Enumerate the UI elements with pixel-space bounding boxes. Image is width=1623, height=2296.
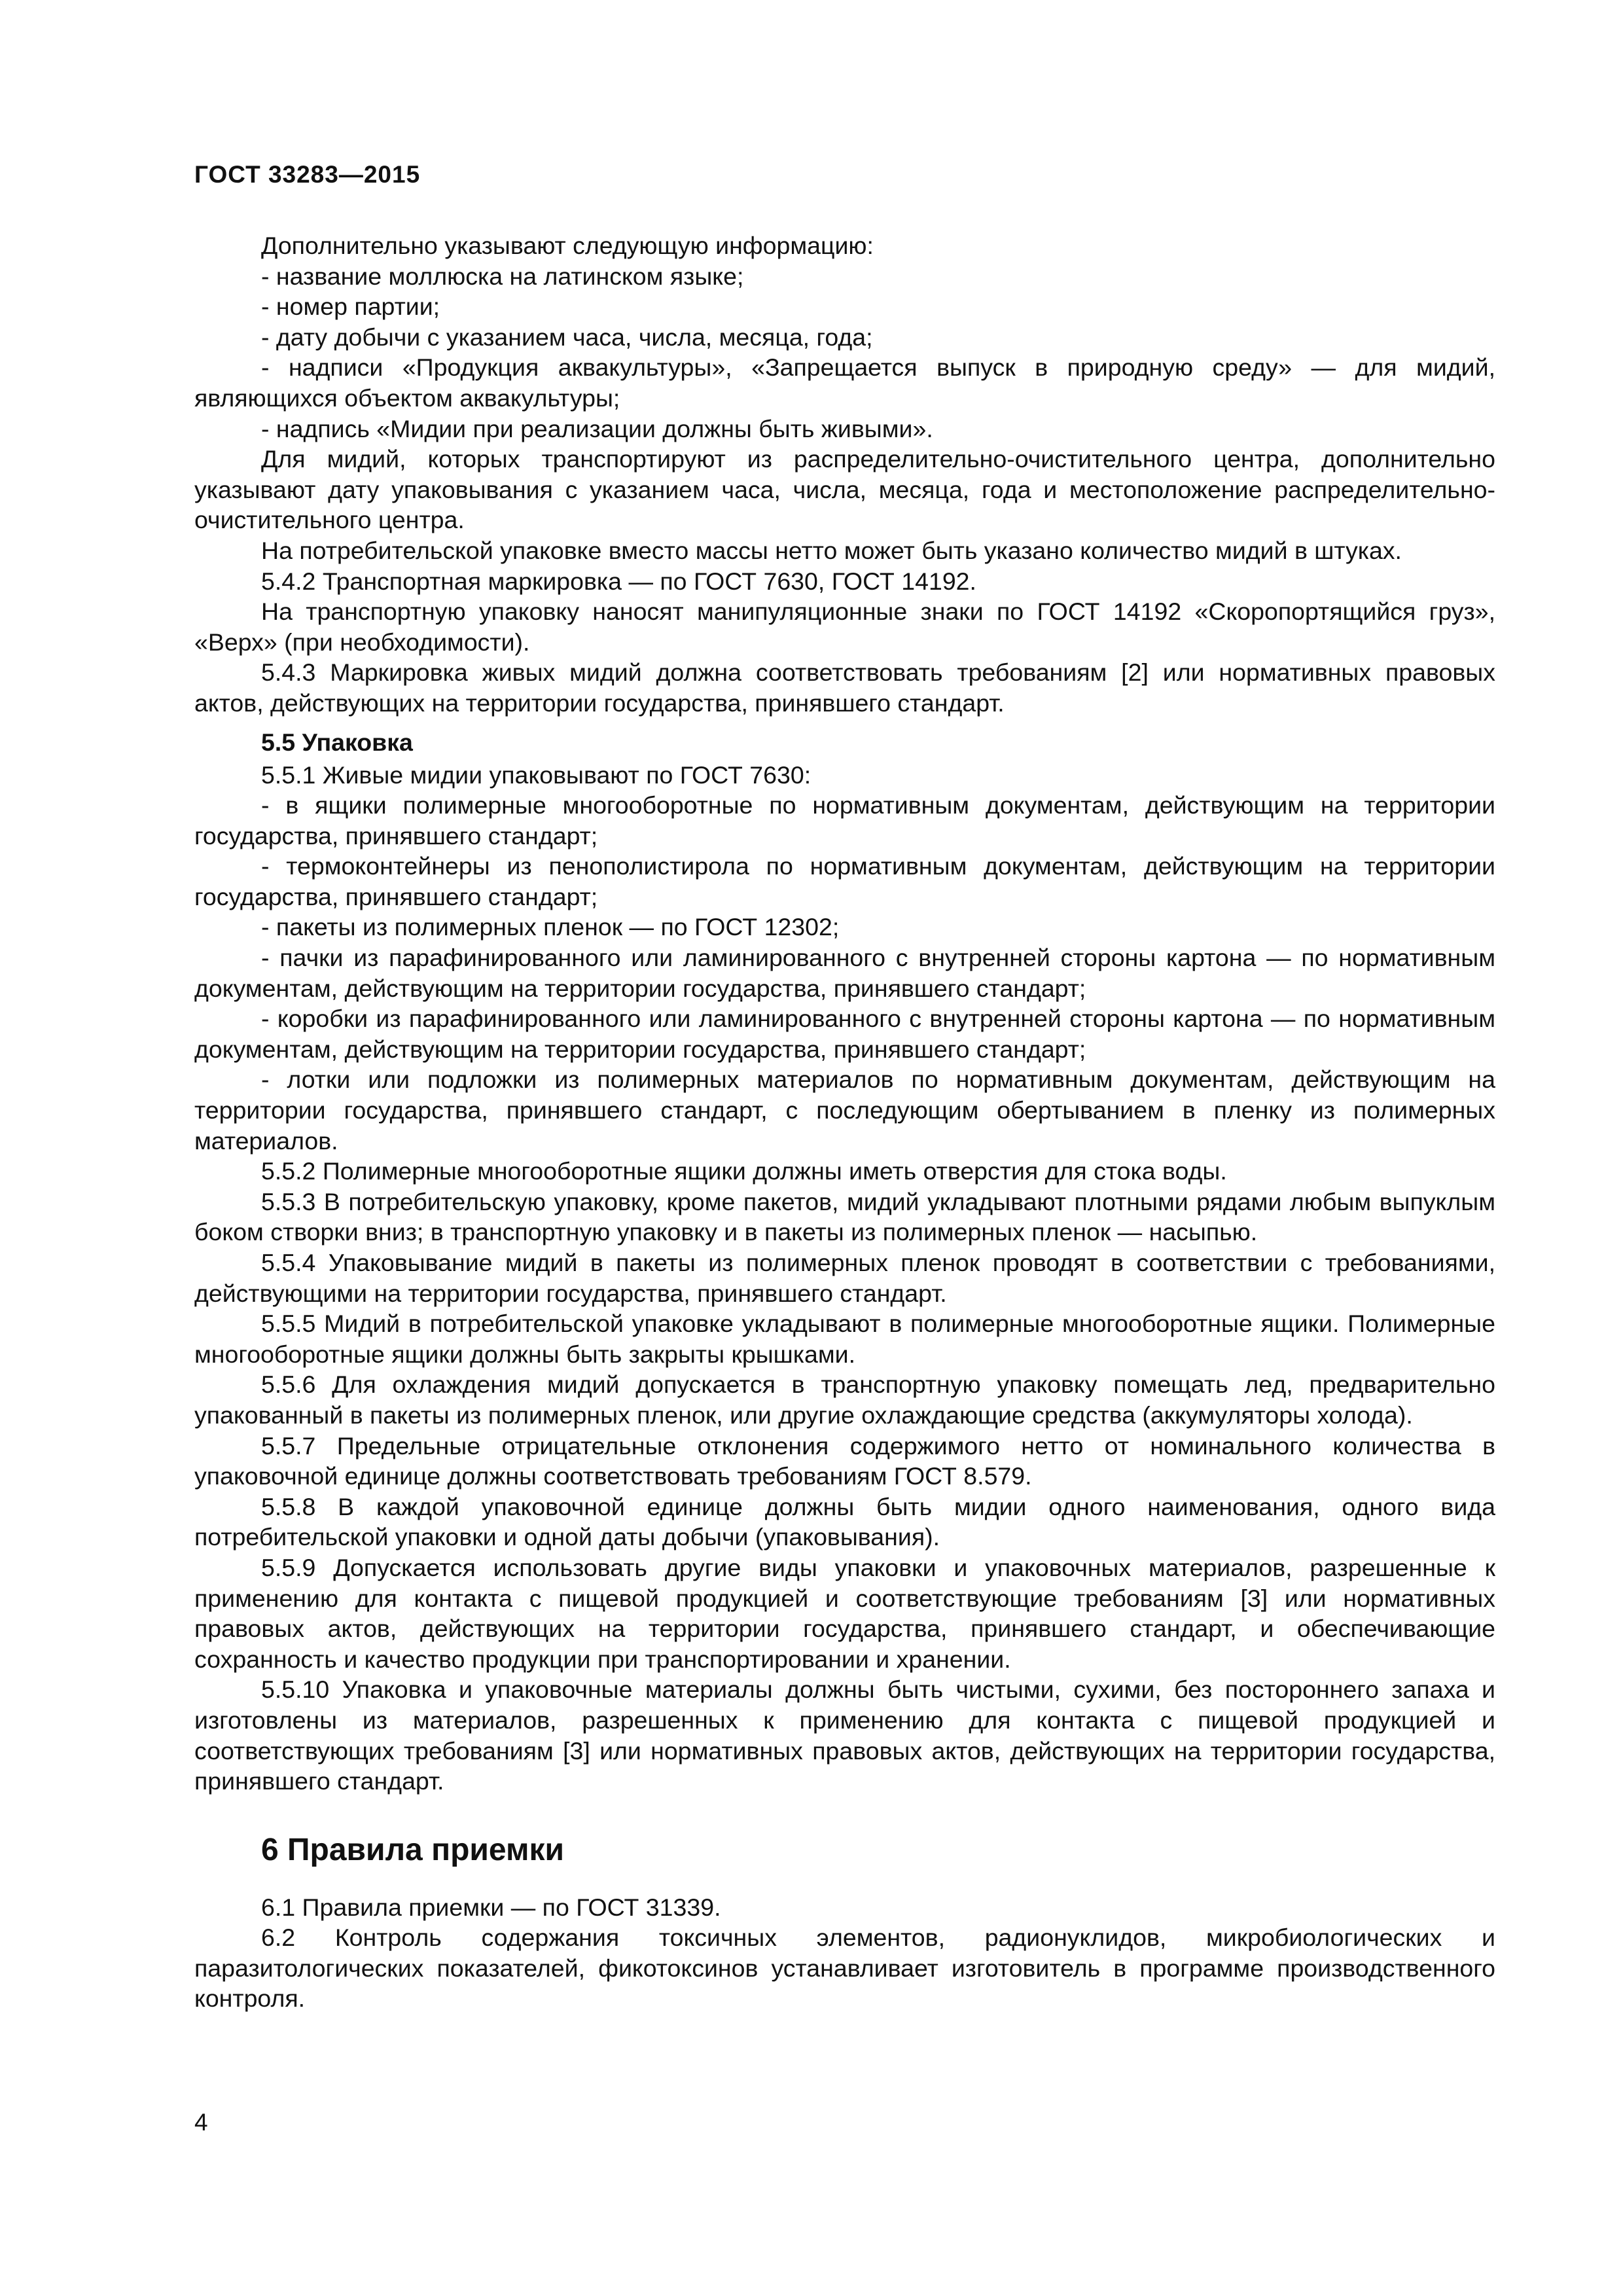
- paragraph: На потребительской упаковке вместо массы нетто может быть указано количество мидий в штуках.: [261, 536, 1402, 564]
- clause-5-5-1: 5.5.1 Живые мидии упаковывают по ГОСТ 7630:: [261, 761, 812, 789]
- list-item: - дату добычи с указанием часа, числа, месяца, года;: [261, 323, 873, 351]
- paragraph: Дополнительно указывают следующую информацию:: [261, 232, 874, 259]
- list-item: - пачки из парафинированного или ламинированного с внутренней стороны картона — по нормативным документам, действующим на территории государства, принявшего стандарт;: [194, 944, 1495, 1002]
- clause-5-5-7: 5.5.7 Предельные отрицательные отклонения содержимого нетто от номинального количества в упаковочной единице должны соответствовать требованиям ГОСТ 8.579.: [194, 1431, 1495, 1490]
- clause-5-5-2: 5.5.2 Полимерные многооборотные ящики должны иметь отверстия для стока воды.: [261, 1157, 1227, 1185]
- clause-5-5-4: 5.5.4 Упаковывание мидий в пакеты из полимерных пленок проводят в соответствии с требованиями, действующими на территории государства, принявшего стандарт.: [194, 1249, 1495, 1307]
- clause-5-5-3: 5.5.3 В потребительскую упаковку, кроме пакетов, мидий укладывают плотными рядами любым выпуклым боком створки вниз; в транспортную упаковку и в пакеты из полимерных пленок — насыпью.: [194, 1187, 1495, 1246]
- clause-5-4-2: 5.4.2 Транспортная маркировка — по ГОСТ 7630, ГОСТ 14192.: [261, 567, 976, 595]
- subsection-title-5-5: 5.5 Упаковка: [261, 728, 413, 756]
- clause-5-5-6: 5.5.6 Для охлаждения мидий допускается в транспортную упаковку помещать лед, предварительно упакованный в пакеты из полимерных пленок, или другие охлаждающие средства (аккумуляторы холода).: [194, 1371, 1495, 1429]
- paragraph: На транспортную упаковку наносят манипуляционные знаки по ГОСТ 14192 «Скоропортящийся груз», «Верх» (при необходимости).: [194, 598, 1495, 656]
- list-item: - лотки или подложки из полимерных материалов по нормативным документам, действующим на территории государства, принявшего стандарт, с последующим обертыванием в пленку из полимерных материалов.: [194, 1066, 1495, 1155]
- page-number: 4: [194, 2109, 208, 2136]
- list-item: - номер партии;: [261, 293, 440, 321]
- list-item: - название моллюска на латинском языке;: [261, 262, 744, 290]
- document-id: ГОСТ 33283—2015: [194, 161, 421, 188]
- paragraph: Для мидий, которых транспортируют из распределительно-очистительного центра, дополнительно указывают дату упаковывания с указанием часа, числа, месяца, года и местоположение распределительно-очистительного центра.: [194, 445, 1495, 534]
- section-title-6: 6 Правила приемки: [261, 1832, 565, 1867]
- clause-5-5-9: 5.5.9 Допускается использовать другие виды упаковки и упаковочных материалов, разрешенные к применению для контакта с пищевой продукцией и соответствующие требованиям [3] или нормативных правовых актов, действующих на территории государства, принявшего стандарт, и обеспечивающие сохранность и качество продукции при транспортировании и хранении.: [194, 1553, 1495, 1673]
- clause-5-5-5: 5.5.5 Мидий в потребительской упаковке укладывают в полимерные многооборотные ящики. Полимерные многооборотные ящики должны быть закрыты крышками.: [194, 1310, 1495, 1368]
- list-item: - пакеты из полимерных пленок — по ГОСТ 12302;: [261, 913, 840, 941]
- list-item: - в ящики полимерные многооборотные по нормативным документам, действующим на территории государства, принявшего стандарт;: [194, 791, 1495, 850]
- list-item: - термоконтейнеры из пенополистирола по нормативным документам, действующим на территории государства, принявшего стандарт;: [194, 852, 1495, 910]
- clause-5-4-3: 5.4.3 Маркировка живых мидий должна соответствовать требованиям [2] или нормативных правовых актов, действующих на территории государства, принявшего стандарт.: [194, 658, 1495, 717]
- clause-6-2: 6.2 Контроль содержания токсичных элементов, радионуклидов, микробиологических и паразитологических показателей, фикотоксинов устанавливает изготовитель в программе производственного контроля.: [194, 1924, 1495, 2013]
- clause-5-5-10: 5.5.10 Упаковка и упаковочные материалы должны быть чистыми, сухими, без постороннего запаха и изготовлены из материалов, разрешенных к применению для контакта с пищевой продукцией и соответствующих требованиям [3] или нормативных правовых актов, действующих на территории государства, принявшего стандарт.: [194, 1676, 1495, 1795]
- list-item: - надписи «Продукция аквакультуры», «Запрещается выпуск в природную среду» — для мидий, являющихся объектом аквакультуры;: [194, 353, 1495, 412]
- clause-6-1: 6.1 Правила приемки — по ГОСТ 31339.: [261, 1893, 721, 1921]
- list-item: - надпись «Мидии при реализации должны быть живыми».: [261, 414, 933, 442]
- clause-5-5-8: 5.5.8 В каждой упаковочной единице должны быть мидии одного наименования, одного вида потребительской упаковки и одной даты добычи (упаковывания).: [194, 1492, 1495, 1551]
- document-body: [194, 230, 1495, 2014]
- list-item: - коробки из парафинированного или ламинированного с внутренней стороны картона — по нормативным документам, действующим на территории государства, принявшего стандарт;: [194, 1005, 1495, 1063]
